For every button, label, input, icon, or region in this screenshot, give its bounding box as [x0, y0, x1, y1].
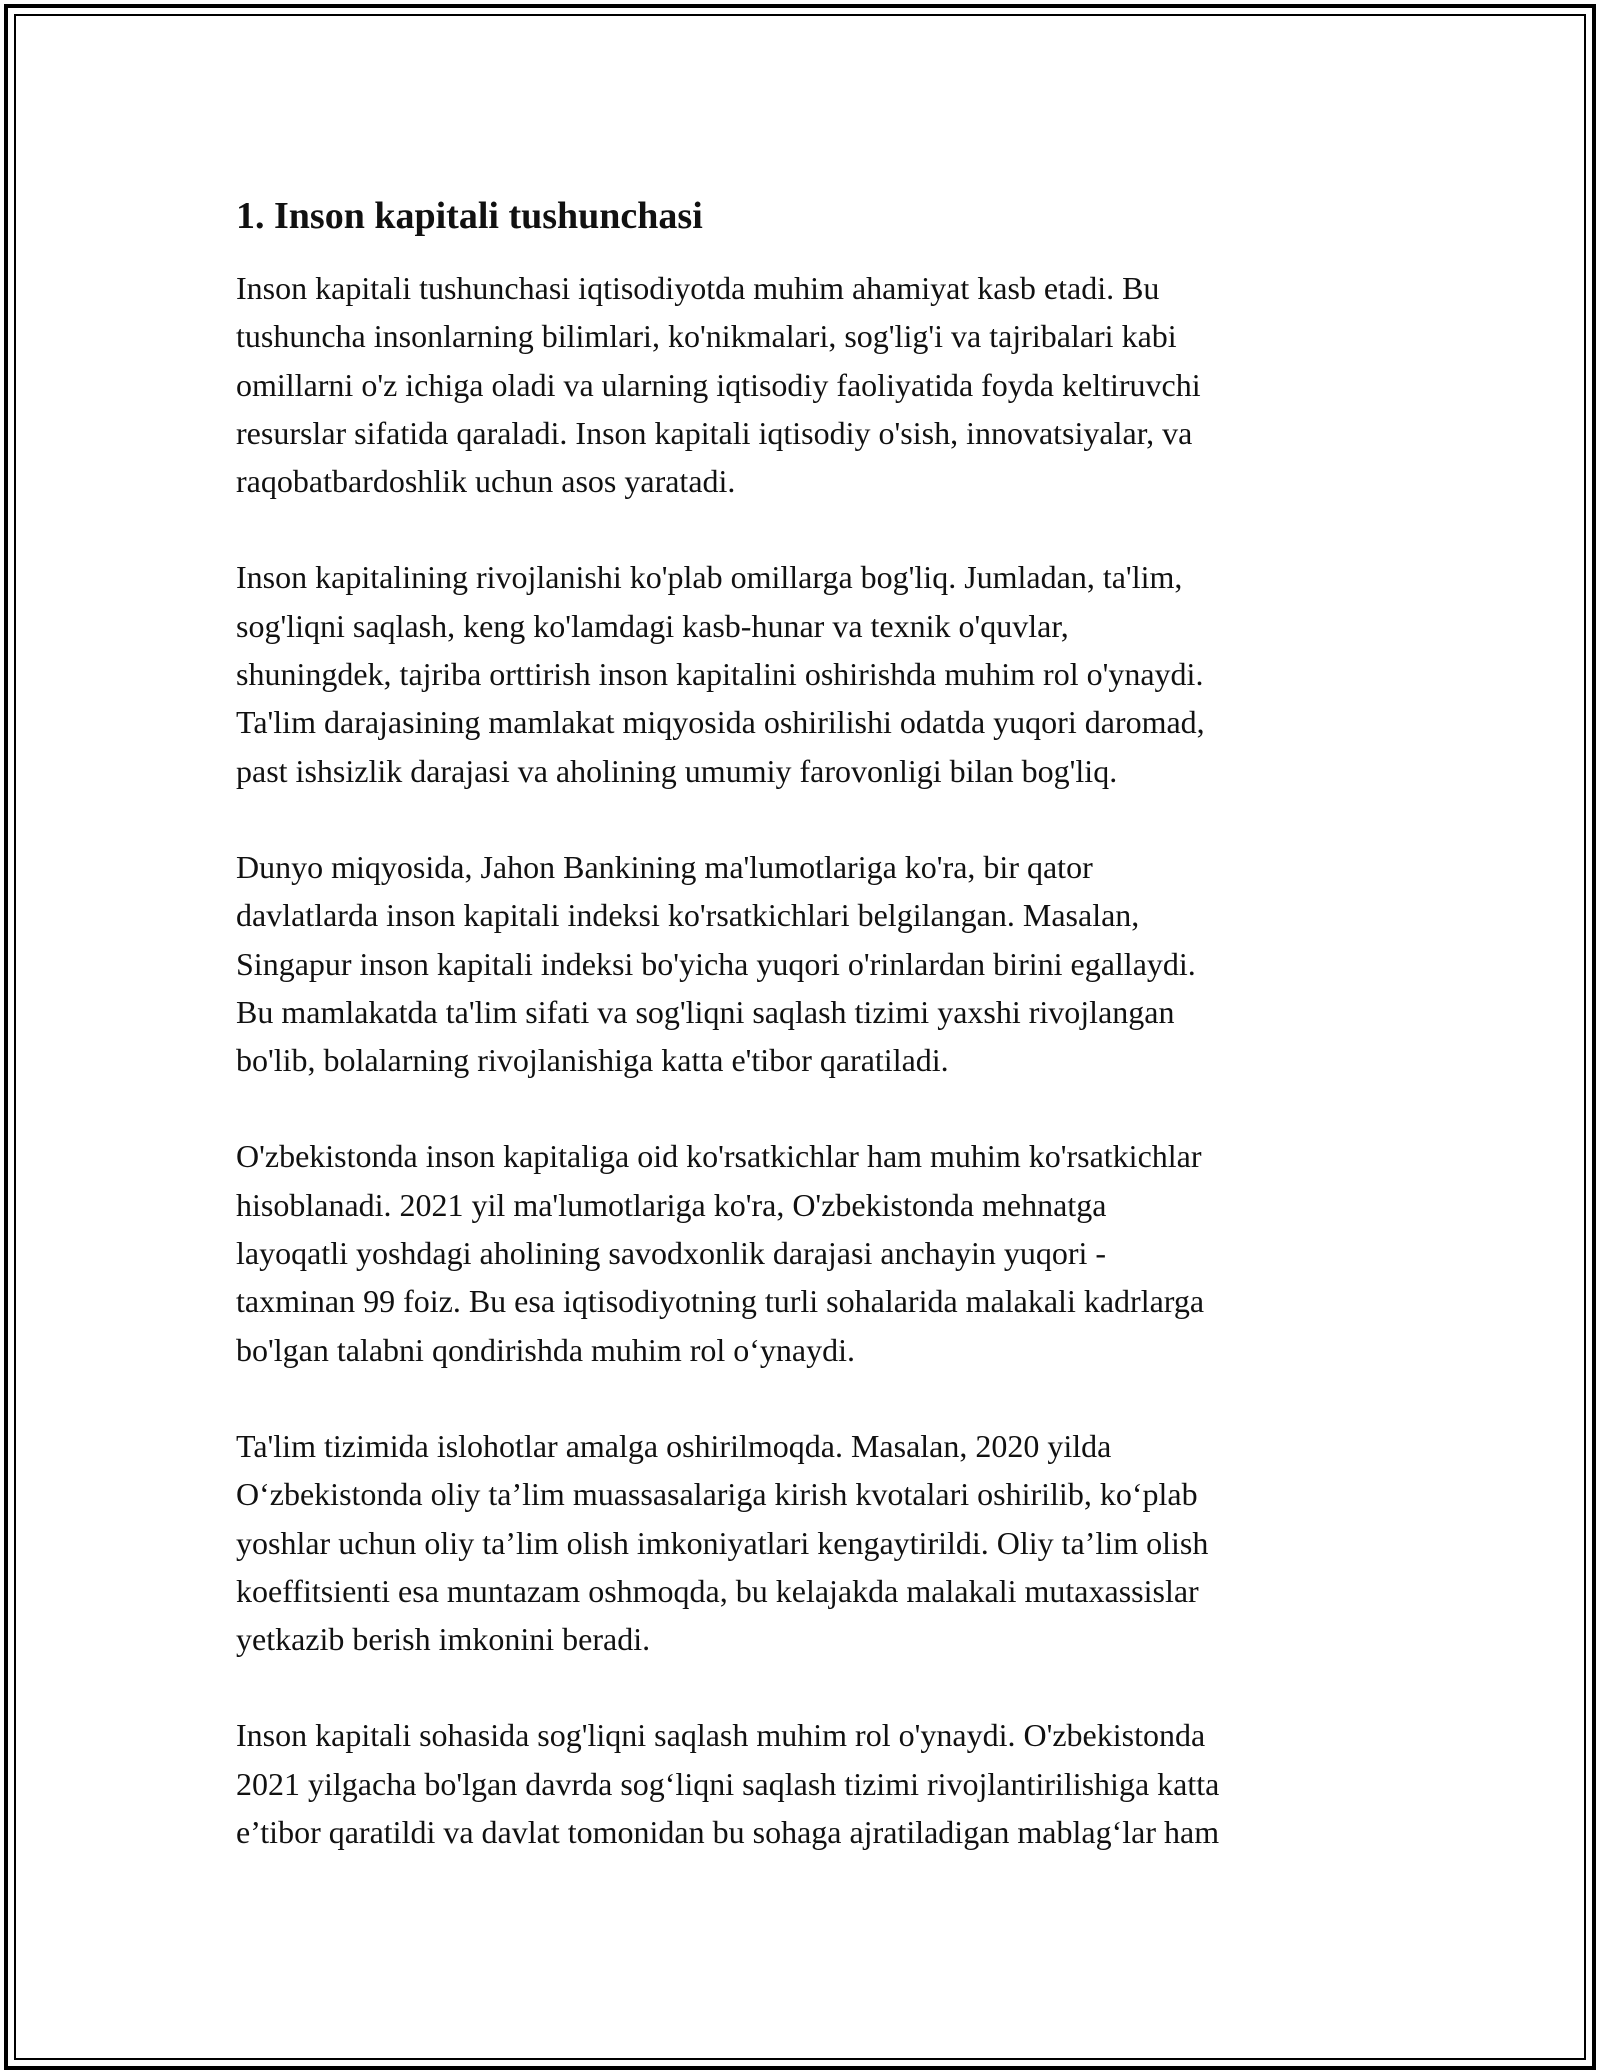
text-line: taxminan 99 foiz. Bu esa iqtisodiyotning turli sohalarida malakali kadrlarga	[236, 1283, 1205, 1320]
text-line: yoshlar uchun oliy ta’lim olish imkoniyatlari kengaytirildi. Oliy ta’lim olish	[236, 1524, 1209, 1561]
text-line: Bu mamlakatda ta'lim sifati va sog'liqni saqlash tizimi yaxshi rivojlangan	[236, 993, 1175, 1030]
paragraph-3	[236, 843, 1376, 1084]
text-line: Ta'lim tizimida islohotlar amalga oshirilmoqda. Masalan, 2020 yilda	[236, 1427, 1112, 1464]
text-line: O'zbekistonda inson kapitaliga oid ko'rsatkichlar ham muhim ko'rsatkichlar	[236, 1138, 1202, 1175]
text-line: koeffitsienti esa muntazam oshmoqda, bu kelajakda malakali mutaxassislar	[236, 1572, 1199, 1609]
text-line: e’tibor qaratildi va davlat tomonidan bu sohaga ajratiladigan mablag‘lar ham	[236, 1814, 1220, 1851]
text-line: Dunyo miqyosida, Jahon Bankining ma'lumotlariga ko'ra, bir qator	[236, 848, 1093, 885]
text-line: hisoblanadi. 2021 yil ma'lumotlariga ko'ra, O'zbekistonda mehnatga	[236, 1186, 1107, 1223]
text-line: O‘zbekistonda oliy ta’lim muassasalariga kirish kvotalari oshirilib, ko‘plab	[236, 1476, 1198, 1513]
text-line: Inson kapitali sohasida sog'liqni saqlash muhim rol o'ynaydi. O'zbekistonda	[236, 1717, 1206, 1754]
paragraph-6	[236, 1711, 1376, 1856]
text-line: Ta'lim darajasining mamlakat miqyosida oshirilishi odatda yuqori daromad,	[236, 704, 1205, 741]
text-line: Inson kapitalining rivojlanishi ko'plab omillarga bog'liq. Jumladan, ta'lim,	[236, 559, 1183, 596]
text-line: omillarni o'z ichiga oladi va ularning iqtisodiy faoliyatida foyda keltiruvchi	[236, 366, 1201, 403]
text-line: bo'lib, bolalarning rivojlanishiga katta e'tibor qaratiladi.	[236, 1042, 949, 1079]
text-line: resurslar sifatida qaraladi. Inson kapitali iqtisodiy o'sish, innovatsiyalar, va	[236, 414, 1193, 451]
text-line: shuningdek, tajriba orttirish inson kapitalini oshirishda muhim rol o'ynaydi.	[236, 656, 1204, 693]
text-line: raqobatbardoshlik uchun asos yaratadi.	[236, 463, 736, 500]
text-line: davlatlarda inson kapitali indeksi ko'rsatkichlari belgilangan. Masalan,	[236, 897, 1140, 934]
text-line: tushuncha insonlarning bilimlari, ko'nikmalari, sog'lig'i va tajribalari kabi	[236, 318, 1177, 355]
section-heading: 1. Inson kapitali tushunchasi	[236, 195, 703, 237]
text-line: 2021 yilgacha bo'lgan davrda sog‘liqni saqlash tizimi rivojlantirilishiga katta	[236, 1765, 1220, 1802]
paragraph-5	[236, 1422, 1376, 1663]
paragraph-1	[236, 264, 1376, 505]
text-line: Singapur inson kapitali indeksi bo'yicha yuqori o'rinlardan birini egallaydi.	[236, 945, 1196, 982]
document-body	[236, 190, 1376, 1904]
text-line: yetkazib berish imkonini beradi.	[236, 1621, 651, 1658]
text-line: sog'liqni saqlash, keng ko'lamdagi kasb-hunar va texnik o'quvlar,	[236, 607, 1069, 644]
text-line: bo'lgan talabni qondirishda muhim rol o‘ynaydi.	[236, 1331, 855, 1368]
text-line: layoqatli yoshdagi aholining savodxonlik darajasi anchayin yuqori -	[236, 1235, 1107, 1272]
text-line: Inson kapitali tushunchasi iqtisodiyotda muhim ahamiyat kasb etadi. Bu	[236, 270, 1160, 306]
text-line: past ishsizlik darajasi va aholining umumiy farovonligi bilan bog'liq.	[236, 752, 1118, 789]
paragraph-2	[236, 553, 1376, 794]
paragraph-4	[236, 1132, 1376, 1373]
